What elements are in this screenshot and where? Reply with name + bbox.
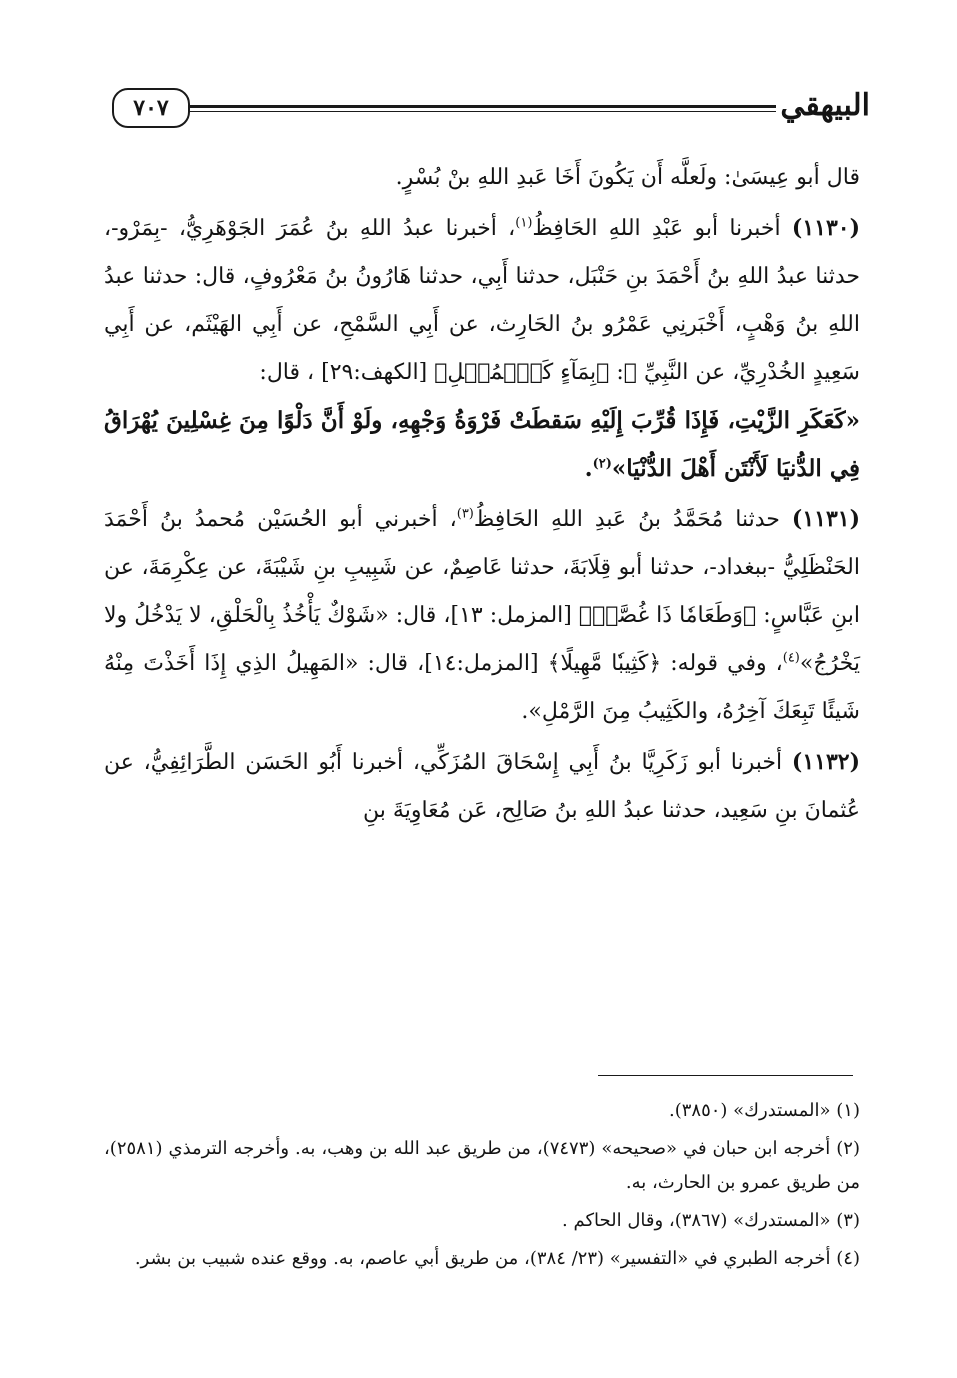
- footnote-ref: (٤): [782, 650, 800, 666]
- footnote-ref: (١): [515, 215, 533, 231]
- footnote-separator: [598, 1075, 853, 1076]
- header-rule: [188, 105, 776, 108]
- footnote-4: (٤) أخرجه الطبري في «التفسير» (٢٣/ ٣٨٤)، من طريق أبي عاصم، به. ووقع عنده شبيب بن بشر.: [134, 1248, 860, 1269]
- header-rule-thin: [188, 111, 776, 112]
- footnotes: [104, 1094, 860, 1280]
- main-text: [104, 154, 860, 835]
- footnote-2: (٢) أخرجه ابن حبان في «صحيحه» (٧٤٧٣)، من طريق عبد الله بن وهب، به. وأخرجه الترمذي (٢٥٨١)، من طريق عمرو بن الحارث، به.: [104, 1138, 860, 1193]
- hadith-number: (١١٣١): [791, 506, 860, 532]
- paragraph-abu-isa: قال أبو عِيسَىٰ: ولَعلَّه أَن يَكُونَ أَخَا عَبدِ اللهِ بنْ بُسْرٍ.: [395, 165, 860, 190]
- footnote-3: (٣) «المستدرك» (٣٨٦٧)، وقال الحاكم .: [562, 1210, 860, 1231]
- hadith-text: حدثنا مُحَمَّدُ بنُ عَبدِ اللهِ الحَافِظُ: [473, 507, 780, 532]
- hadith-1131: [104, 495, 860, 736]
- footnote-ref: (٢): [592, 456, 612, 472]
- hadith-text: أخبرنا أبو عَبْدِ اللهِ الحَافِظُ: [532, 216, 781, 241]
- hadith-1130-quote: «كَعَكَرِ الزَّيْتِ، فَإِذَا قُرِّبَ إِلَيْهِ سَقطَتْ فَرْوَةُ وَجْهِهِ، ولَوْ أَنَّ دَلْوًا مِنَ غِسْلِينَ يُهْرَاقُ فِي الدُّنيَا لَأَنْتَن أَهْلَ الدُّنْيَا»$^{(٢)}$.: [104, 407, 860, 482]
- quoted-text: «كَعَكَرِ الزَّيْتِ، فَإِذَا قُرِّبَ إِلَيْهِ سَقطَتْ فَرْوَةُ وَجْهِهِ، ولَوْ أَنَّ دَلْوًا مِنَ غِسْلِينَ يُهْرَاقُ فِي الدُّنيَا لَأَنْتَن أَهْلَ الدُّنْيَا»: [104, 407, 860, 482]
- hadith-text: ، أخبرنا عبدُ اللهِ بنُ عُمَرَ الجَوْهَرِيُّ، -بِمَرْو-، حدثنا عبدُ اللهِ بنُ أَحْمَدَ بنِ حَنْبَل، حدثنا أَبِي، حدثنا هَارُونُ بنُ مَعْرُوفٍ، قال: حدثنا عبدُ اللهِ بنُ وَهْبٍ، أَخْبَرنِي عَمْرُو بنُ الحَارِث، عن أَبِي السَّمْحِ، عن أَبِي الهَيْثَم، عن أَبِي سَعِيدٍ الخُدْرِيِّ، عن النَّبِيِّ ﷺ: ﴿بِمَآءٍ كَٱلۡمُهۡلِ﴾ [الكهف:٢٩] ، قال:: [104, 216, 860, 385]
- running-title: البيهقي: [780, 88, 870, 123]
- hadith-text: ، أخبرني أبو الحُسَيْن مُحمدُ بنُ أَحْمَدَ الحَنْظَلِيُّ -ببغداد-، حدثنا أبو قِلَابَةَ، حدثنا عَاصِمٌ، عن شَبِيبِ بنِ شَيْبَةَ، عن عِكْرِمَةَ، عن ابنِ عَبَّاسٍ: ﴿وَطَعَامٗا ذَا غُصَّةٖ﴾ [المزمل: ١٣]، قال: «شَوْكٌ يَأْخُذُ بِالْحَلْقِ، لا يَدْخُلُ ولا يَخْرُجُ»: [104, 507, 861, 676]
- hadith-1132: [104, 738, 860, 835]
- page-number: ٧٠٧: [112, 88, 190, 128]
- hadith-number: (١١٣٢): [791, 749, 860, 775]
- hadith-text: أخبرنا أبو زَكَرِيَّا بنُ أَبِي إِسْحَاقَ المُزَكِّي، أخبرنا أَبُو الحَسَن الطَّرَائِفِيُّ، عن عُثمانَ بنِ سَعِيد، حدثنا عبدُ اللهِ بنُ صَالِح، عَن مُعَاوِيَةَ بنِ: [104, 750, 860, 823]
- hadith-1130: [104, 204, 860, 397]
- hadith-number: (١١٣٠): [791, 215, 860, 241]
- page-header: [100, 82, 870, 134]
- hadith-text: ، وفي قوله: ﴿كَثِيبٗا مَّهِيلًا﴾ [المزمل:١٤]، قال: «المَهِيلُ الذِي إِذَا أَخَذْتَ مِنْهُ شَيئًا تَبِعَكَ آخِرُهُ، والكَثِيبُ مِنَ الرَّمْلِ».: [104, 651, 860, 724]
- footnote-1: (١) «المستدرك» (٣٨٥٠).: [669, 1100, 860, 1121]
- footnote-ref: (٣): [456, 506, 474, 522]
